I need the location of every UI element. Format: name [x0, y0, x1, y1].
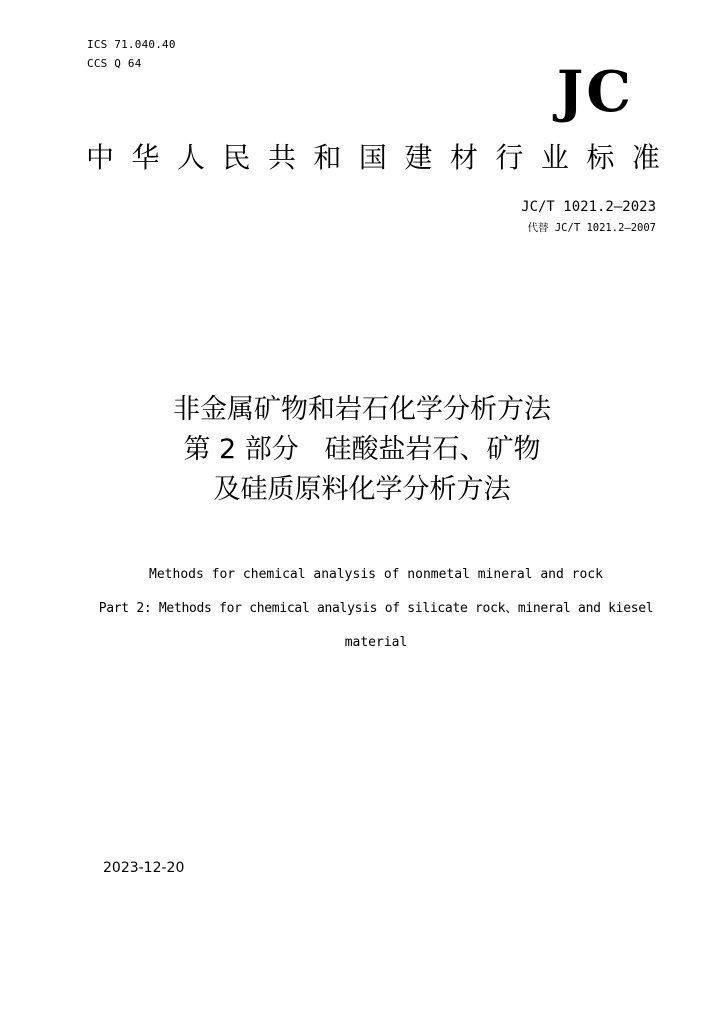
heading-char: 业	[540, 141, 569, 174]
heading-char: 民	[222, 141, 251, 174]
heading-char: 人	[176, 141, 205, 174]
english-title-line-3: material	[344, 635, 408, 650]
chinese-title	[0, 390, 724, 510]
heading-char: 准	[631, 141, 660, 174]
chinese-title-line-2: 第 2 部分 硅酸盐岩石、矿物	[183, 434, 541, 465]
heading-char: 共	[267, 141, 296, 174]
english-title-line-2: Part 2: Methods for chemical analysis of silicate rock、mineral and kiesel	[98, 601, 654, 616]
heading-char: 建	[404, 141, 433, 174]
replaces-standard: 代替 JC/T 1021.2—2007	[527, 222, 656, 234]
heading-char: 标	[586, 141, 615, 174]
standard-number: JC/T 1021.2—2023	[521, 199, 656, 215]
chinese-title-line-3: 及硅质原料化学分析方法	[213, 474, 511, 505]
heading-char: 材	[449, 141, 478, 174]
heading-char: 和	[313, 141, 342, 174]
english-title-line-1: Methods for chemical analysis of nonmetal mineral and rock	[149, 567, 603, 582]
heading-char: 国	[358, 141, 387, 174]
issue-date: 2023-12-20	[103, 860, 185, 876]
ics-code: ICS 71.040.40	[87, 38, 176, 51]
chinese-title-line-1: 非金属矿物和岩石化学分析方法	[173, 394, 551, 425]
ccs-code: CCS Q 64	[87, 57, 142, 70]
heading-divider	[86, 184, 658, 185]
standard-type-heading	[86, 140, 660, 176]
jc-logo: JC	[556, 59, 634, 125]
heading-char: 华	[131, 141, 160, 174]
heading-char: 行	[495, 141, 524, 174]
heading-char: 中	[86, 141, 115, 174]
